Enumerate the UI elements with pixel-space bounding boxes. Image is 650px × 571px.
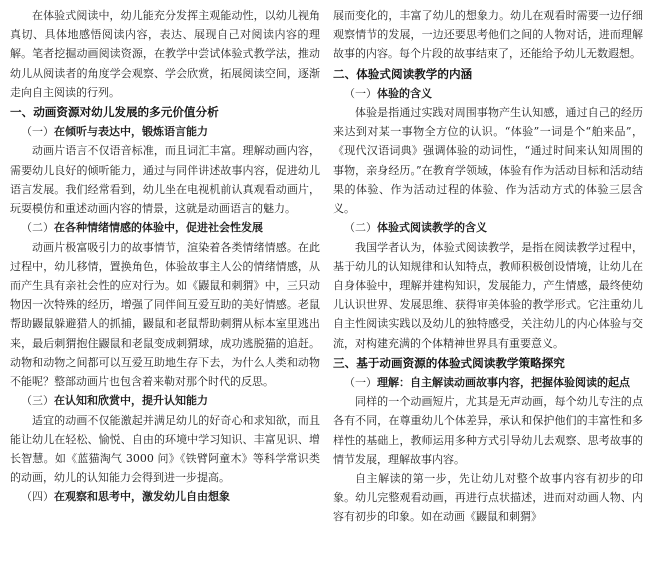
subheading-prefix: （二） xyxy=(21,221,54,235)
subheading-3 xyxy=(10,391,320,410)
body-paragraph: 我国学者认为，体验式阅读教学，是指在阅读教学过程中，基于幼儿的认知规律和认知特点，教师积极创设情境，让幼儿在自身体验中，理解并建构知识，发展能力，产生情感，最终使幼儿认识世界、发展思维、获得审美体验的教学形式。它注重幼儿自主性阅读实践以及幼儿的独特感受，关注幼儿的内心体验与交流，对构建充满的个体精神世界具有重要意义。 xyxy=(333,240,643,350)
right-column xyxy=(333,6,643,527)
subheading-1 xyxy=(10,122,320,141)
subheading-text: 体验的含义 xyxy=(377,86,432,100)
body-paragraph: 适宜的动画不仅能激起并满足幼儿的好奇心和求知欲，而且能让幼儿在轻松、愉悦、自由的环境中学习知识、丰富见识、增长智慧。如《蓝猫淘气 3000 问》《铁臂阿童木》等科学常识类的动画，幼儿的认知能力会得到进一步提高。 xyxy=(10,413,320,485)
section-heading-3: 三、基于动画资源的体验式阅读教学策略探究 xyxy=(333,355,565,370)
body-paragraph: 动画片语言不仅语音标准，而且词汇丰富。理解动画内容，需要幼儿良好的倾听能力，通过与同伴讲述故事内容，促进幼儿语言发展。我们经常看到，幼儿坐在电视机前认真观看动画片，玩耍模仿和重述动画内容的情景，这就是动画语言的魅力。 xyxy=(10,144,320,216)
continued-paragraph: 展而变化的，丰富了幼儿的想象力。幼儿在观看时需要一边仔细观察情节的发展，一边还要思考他们之间的人物对话，进而理解故事的内容。每个片段的故事结束了，还能给予幼儿无数遐想。 xyxy=(333,9,643,61)
subheading-prefix: （一） xyxy=(344,375,377,389)
left-column xyxy=(10,6,320,507)
subheading-prefix: （一） xyxy=(21,125,54,139)
intro-paragraph: 在体验式阅读中，幼儿能充分发挥主观能动性，以幼儿视角真切、具体地感悟阅读内容，表达、展现自己对阅读内容的理解。笔者挖掘动画阅读资源，在教学中尝试体验式教学法，推动幼儿从阅读者的角度学会观察、学会欣赏，拓展阅读空间，逐渐走向自主阅读的行列。 xyxy=(10,9,320,99)
subheading-text: 理解：自主解读动画故事内容，把握体验阅读的起点 xyxy=(377,375,630,389)
subheading-6 xyxy=(333,218,643,237)
subheading-text: 体验式阅读教学的含义 xyxy=(377,221,487,235)
subheading-prefix: （四） xyxy=(21,490,54,504)
subheading-prefix: （三） xyxy=(21,394,54,408)
subheading-text: 在各种情绪情感的体验中，促进社会性发展 xyxy=(54,221,263,235)
subheading-5 xyxy=(333,84,643,103)
subheading-7 xyxy=(333,373,643,392)
section-heading-2: 二、体验式阅读教学的内涵 xyxy=(333,66,473,81)
subheading-prefix: （一） xyxy=(344,86,377,100)
subheading-2 xyxy=(10,218,320,237)
body-paragraph: 体验是指通过实践对周围事物产生认知感，通过自己的经历来达到对某一事物全方位的认识。“体验”一词是个“舶来品”，《现代汉语词典》强调体验的动词性，“通过时间来认知周围的事物，亲身经历。”在教育学领域，体验有作为活动目标和活动结果的体验、作为活动过程的体验、作为活动方式的体验三层含义。 xyxy=(333,106,643,216)
body-paragraph: 同样的一个动画短片，尤其是无声动画，每个幼儿专注的点各有不同，在尊重幼儿个体差异，承认和保护他们的丰富性和多样性的基础上，教师运用多种方式引导幼儿去观察、思考故事的情节发展，理解故事内容。 xyxy=(333,395,643,466)
section-heading-1: 一、动画资源对幼儿发展的多元价值分析 xyxy=(10,105,219,120)
body-paragraph: 动画片极富吸引力的故事情节，渲染着各类情绪情感。在此过程中，幼儿移情，置换角色，体验故事主人公的情绪情感，从而产生具有亲社会性的应对行为。如《鼹鼠和刺猬》中，三只动物因一次特殊的经历，增强了同伴间互爱互助的美好情感。老鼠帮助鼹鼠躲避猎人的抓捕，鼹鼠和老鼠帮助刺猬从标本室里逃出来，最后刺猬抱住鼹鼠和老鼠变成刺猬球，成功逃脱猫的追赶。动物和动物之间都可以互爱互助地生存下去，为什么人类和动物不能呢？整部动画片也包含着来勒对那个时代的反思。 xyxy=(10,240,320,389)
subheading-text: 在倾听与表达中，锻炼语言能力 xyxy=(54,125,208,139)
subheading-text: 在观察和思考中，激发幼儿自由想象 xyxy=(54,490,230,504)
subheading-prefix: （二） xyxy=(344,221,377,235)
subheading-4 xyxy=(10,487,320,506)
subheading-text: 在认知和欣赏中，提升认知能力 xyxy=(54,394,208,408)
body-paragraph: 自主解读的第一步，先让幼儿对整个故事内容有初步的印象。幼儿完整观看动画，再进行点状描述，进而对动画人物、内容有初步的印象。如在动画《鼹鼠和刺猬》 xyxy=(333,472,643,524)
